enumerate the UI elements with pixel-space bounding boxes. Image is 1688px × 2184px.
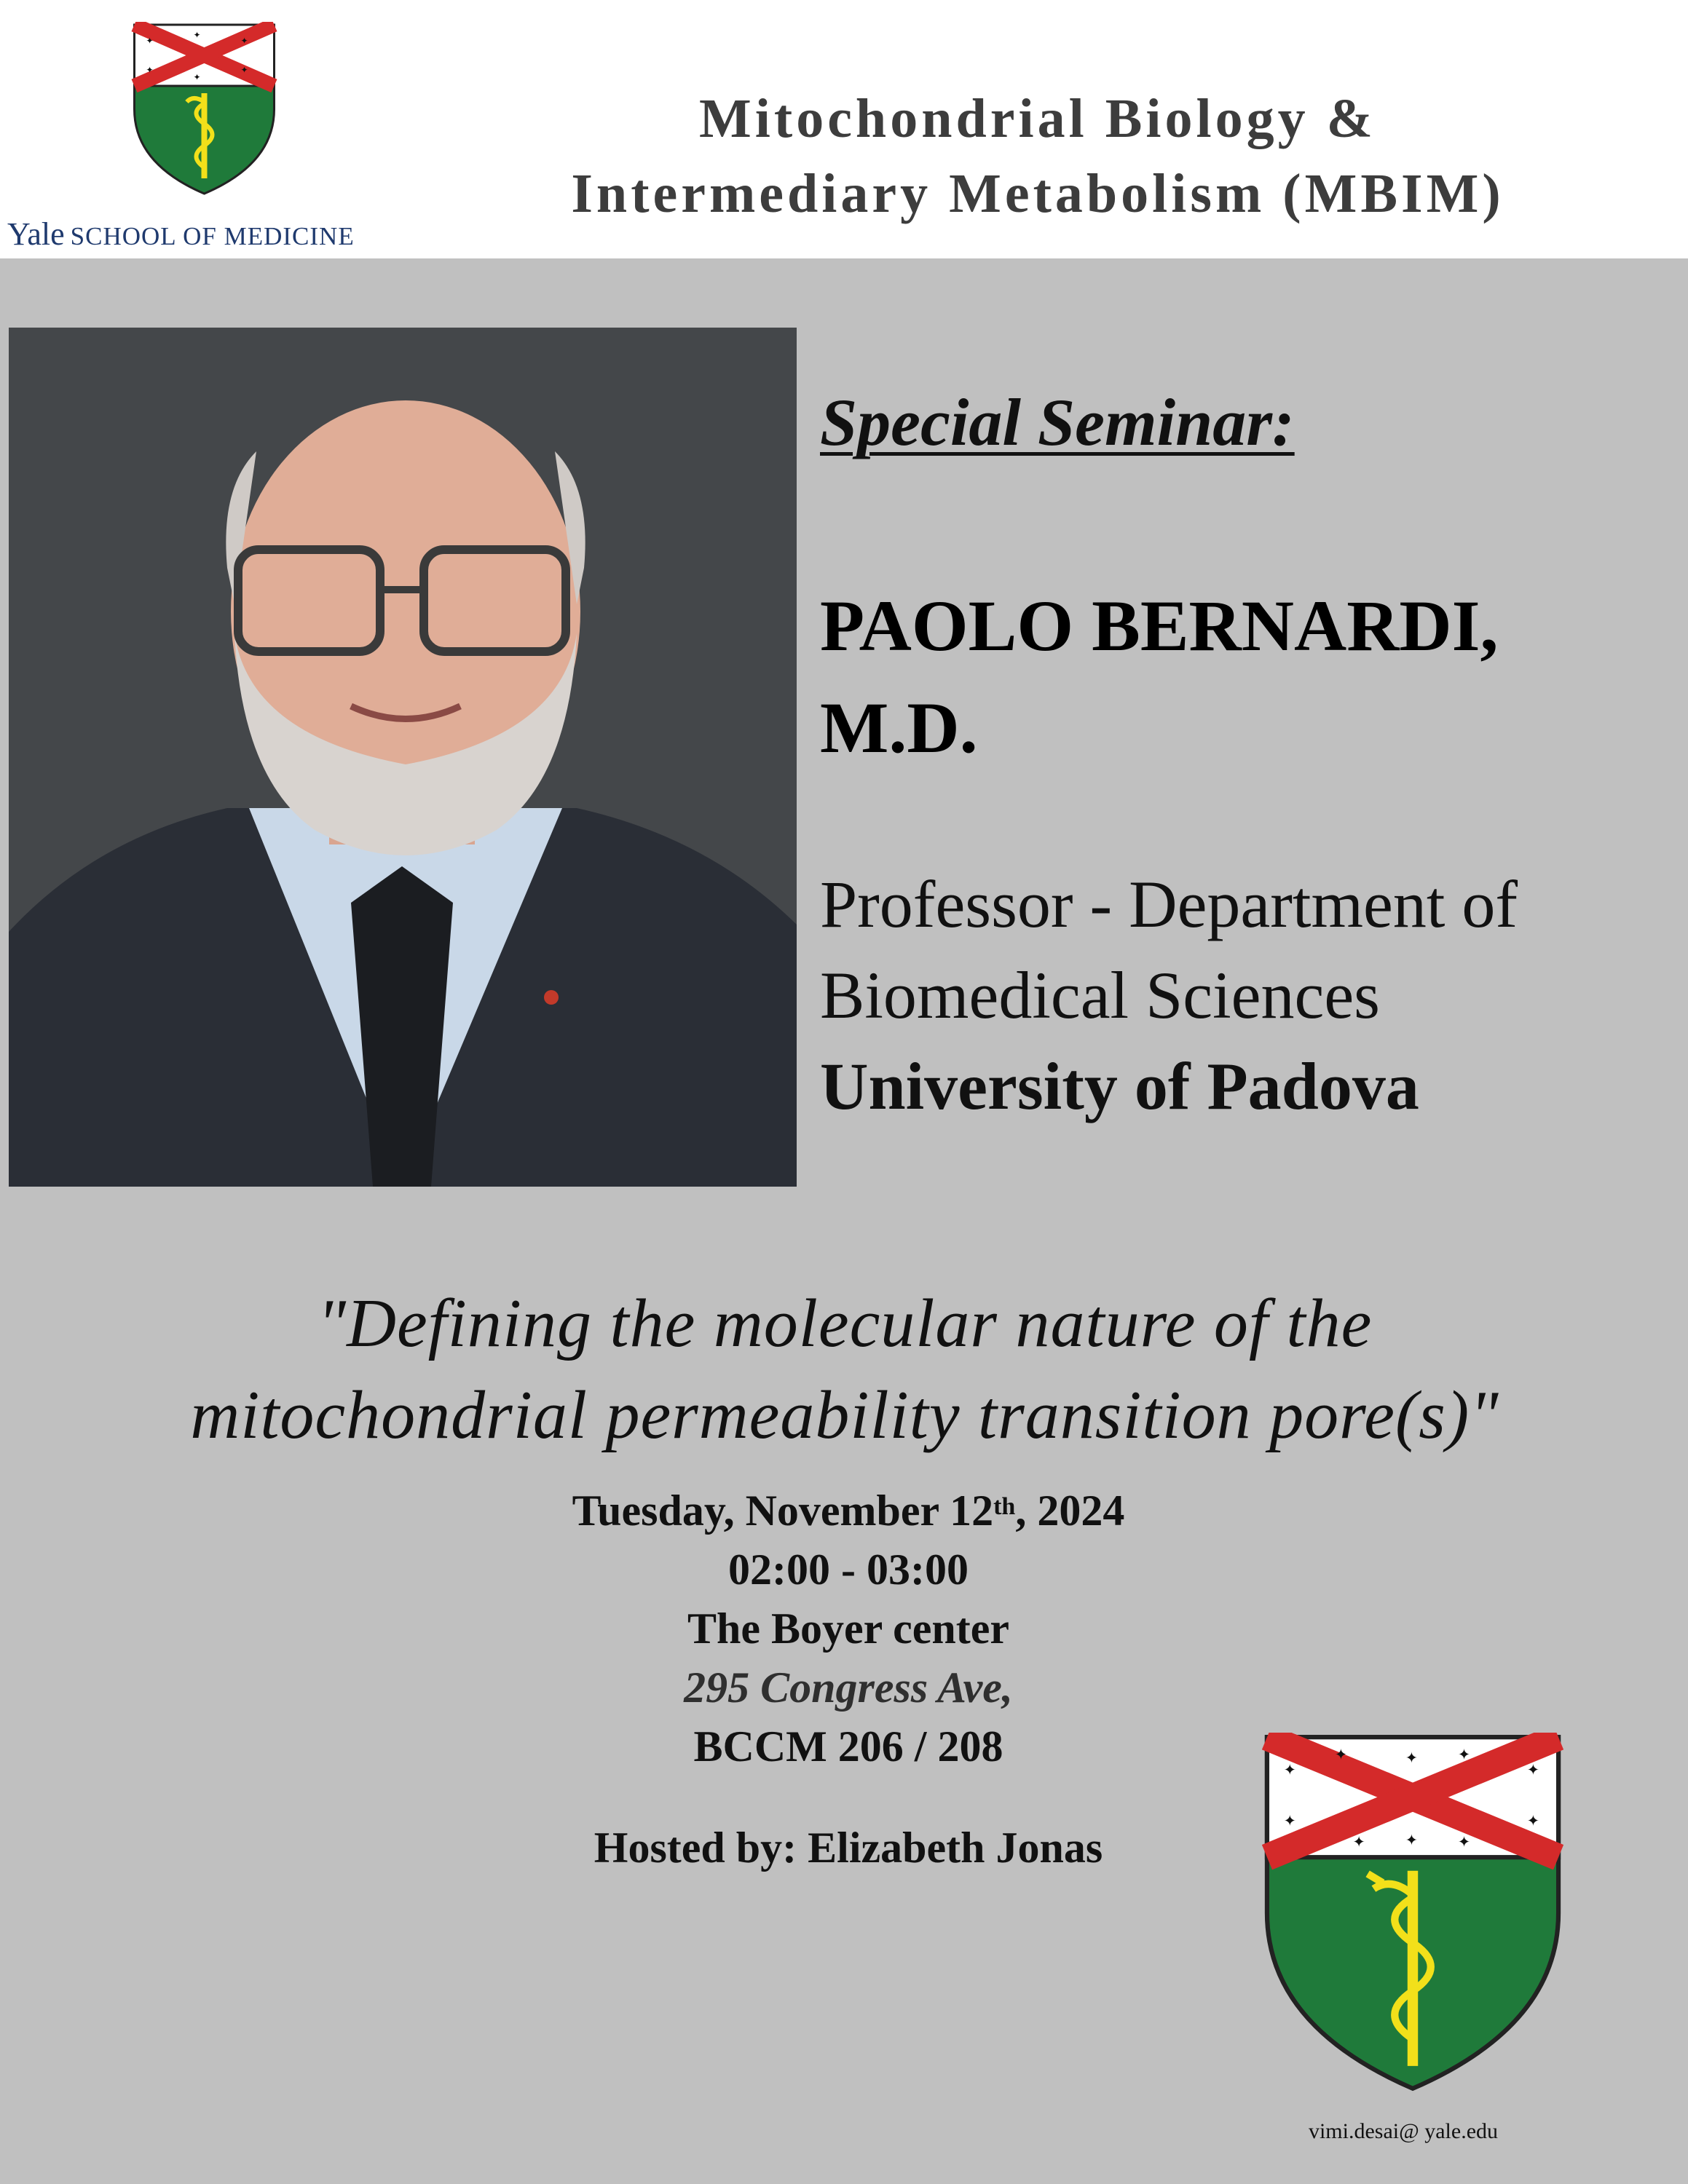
svg-text:✦: ✦ — [240, 65, 248, 75]
talk-title-line-1: "Defining the molecular nature of the — [317, 1286, 1373, 1361]
event-date-year: , 2024 — [1015, 1487, 1125, 1535]
svg-text:✦: ✦ — [1526, 1811, 1540, 1829]
event-date-prefix: Tuesday, November 12 — [572, 1487, 994, 1535]
svg-text:✦: ✦ — [1526, 1760, 1540, 1779]
program-title-line-1: Mitochondrial Biology & — [699, 88, 1376, 149]
svg-text:✦: ✦ — [1283, 1811, 1296, 1829]
svg-text:✦: ✦ — [146, 36, 154, 46]
svg-text:✦: ✦ — [1352, 1832, 1365, 1851]
speaker-degree: M.D. — [820, 687, 978, 768]
yale-medicine-shield-large — [1262, 1733, 1563, 2093]
svg-text:✦: ✦ — [1405, 1831, 1418, 1849]
svg-text:✦: ✦ — [193, 72, 201, 82]
svg-text:✦: ✦ — [193, 30, 201, 40]
svg-text:✦: ✦ — [1405, 1749, 1418, 1767]
talk-title — [44, 1278, 1646, 1461]
yale-medicine-shield-logo — [130, 22, 279, 197]
contact-email: vimi.desai@ yale.edu — [1308, 2119, 1499, 2143]
svg-text:✦: ✦ — [240, 36, 248, 46]
svg-text:✦: ✦ — [146, 65, 154, 75]
event-details — [408, 1481, 1289, 1878]
event-host: Hosted by: Elizabeth Jonas — [593, 1824, 1103, 1872]
speaker-portrait-photo — [9, 328, 797, 1187]
event-address: 295 Congress Ave, — [684, 1663, 1013, 1712]
institution: University of Padova — [820, 1049, 1419, 1123]
event-venue: The Boyer center — [687, 1605, 1010, 1653]
header-banner — [0, 0, 1688, 258]
svg-text:✦: ✦ — [1334, 1746, 1348, 1764]
event-date-ordinal: th — [993, 1493, 1016, 1520]
yale-school-of-medicine-wordmark — [7, 218, 355, 250]
position-line-2: Biomedical Sciences — [820, 958, 1380, 1032]
position-line-1: Professor - Department of — [820, 867, 1518, 941]
event-room: BCCM 206 / 208 — [693, 1722, 1003, 1770]
logo-school-name: SCHOOL OF MEDICINE — [70, 222, 355, 250]
speaker-name-line-1: PAOLO BERNARDI, — [820, 585, 1499, 666]
svg-text:✦: ✦ — [1457, 1746, 1471, 1764]
seminar-label: Special Seminar: — [820, 385, 1295, 459]
speaker-affiliation — [820, 859, 1672, 1132]
event-time: 02:00 - 03:00 — [728, 1546, 969, 1594]
speaker-name — [820, 575, 1657, 779]
program-title — [451, 82, 1624, 232]
svg-text:✦: ✦ — [1457, 1832, 1471, 1851]
event-date — [408, 1481, 1289, 1540]
logo-wordmark: Yale — [7, 216, 65, 252]
talk-title-line-2: mitochondrial permeability transition pore(s)" — [190, 1377, 1499, 1453]
program-title-line-2: Intermediary Metabolism (MBIM) — [571, 163, 1504, 224]
svg-text:✦: ✦ — [1283, 1760, 1296, 1779]
